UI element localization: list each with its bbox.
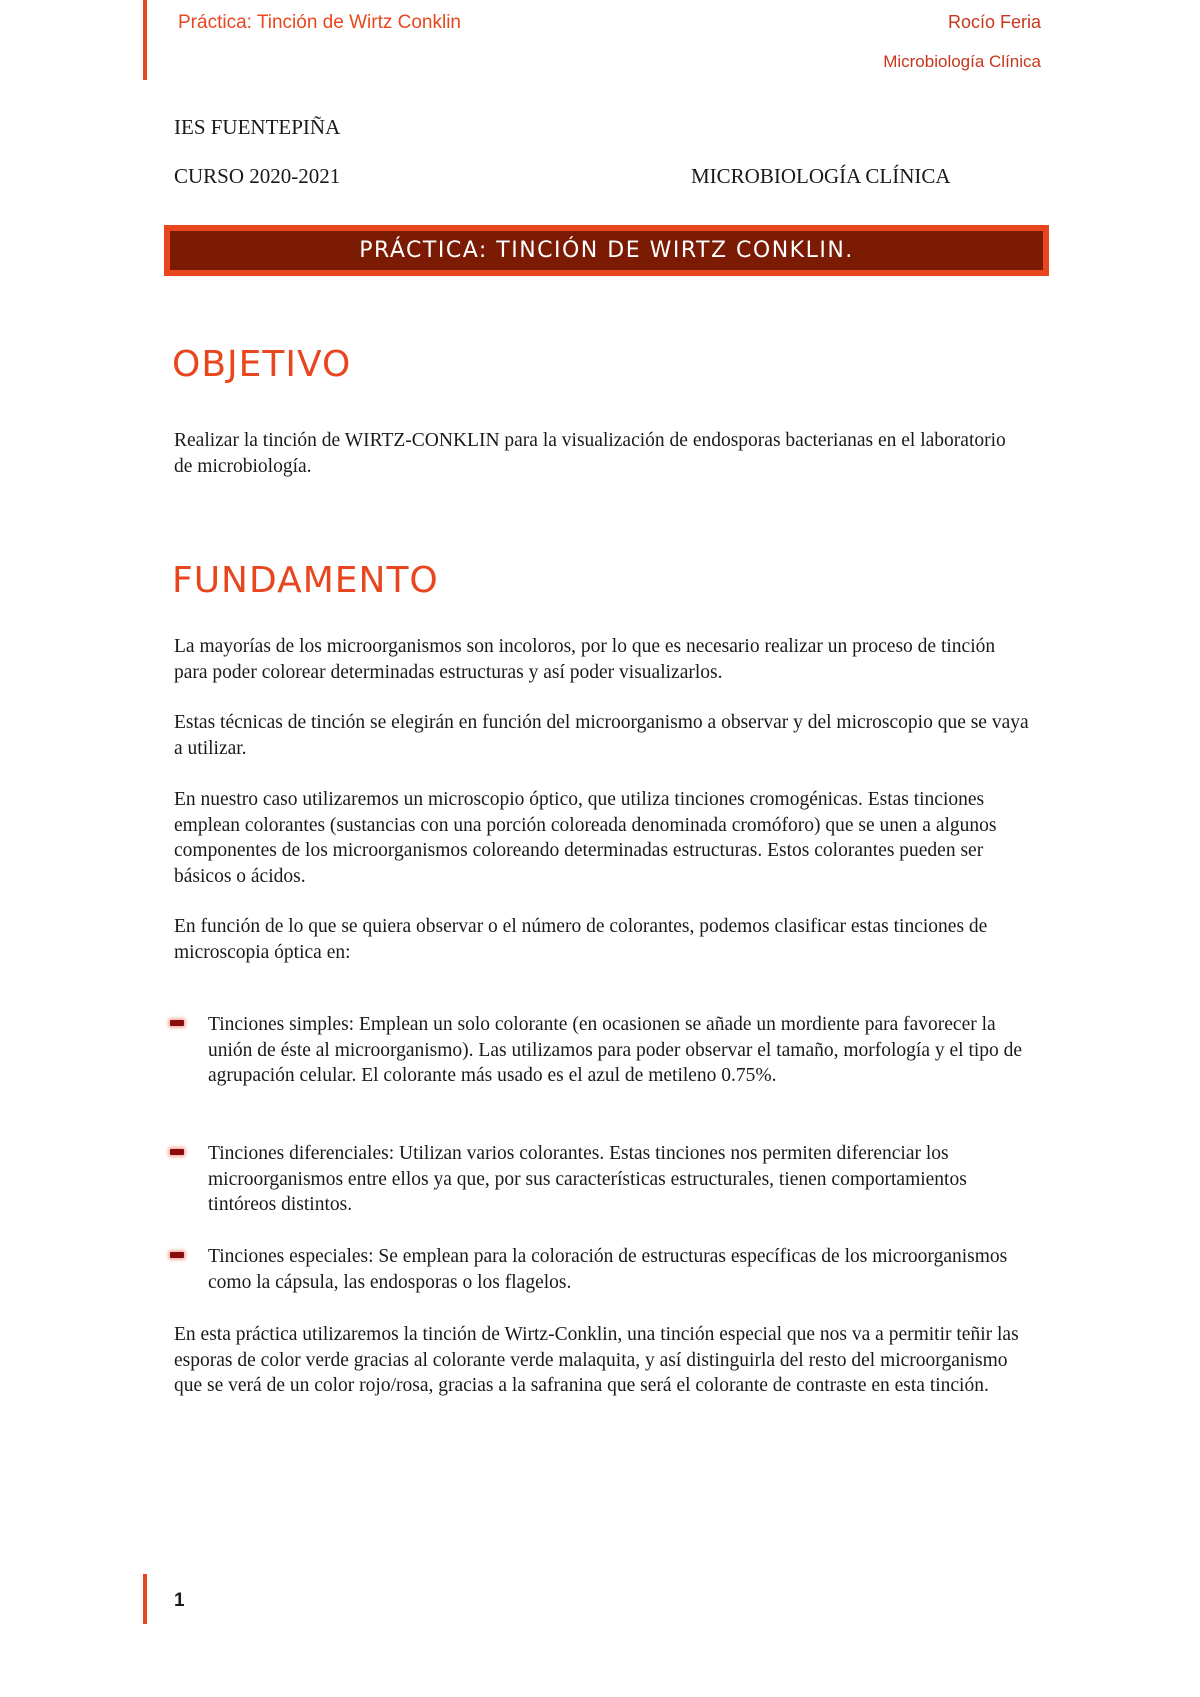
closing-paragraph: En esta práctica utilizaremos la tinción de Wirtz-Conklin, una tinción especial que nos va a permitir teñir las esporas de color verde gracias al colorante verde malaquita, y así distinguirla del resto del microorganismo que se verá de un color rojo/rosa, gracias a la safranina que será el colorante de contraste en esta tinción. xyxy=(174,1324,1019,1396)
heading-objetivo: OBJETIVO xyxy=(172,344,352,385)
course-year: CURSO 2020-2021 xyxy=(174,164,341,188)
header-subject: Microbiología Clínica xyxy=(883,52,1041,71)
fundamento-paragraph: En función de lo que se quiera observar o el número de colorantes, podemos clasificar estas tinciones de microscopia óptica en: xyxy=(174,916,988,963)
fundamento-paragraph: La mayorías de los microorganismos son incoloros, por lo que es necesario realizar un proceso de tinción para poder colorear determinadas estructuras y así poder visualizarlos. xyxy=(174,636,996,683)
fundamento-paragraph: Estas técnicas de tinción se elegirán en función del microorganismo a observar y del microscopio que se vaya a utilizar. xyxy=(174,712,1029,759)
header-author: Rocío Feria xyxy=(947,12,1041,32)
bullet-icon xyxy=(170,1149,184,1155)
heading-fundamento: FUNDAMENTO xyxy=(172,560,439,601)
title-banner xyxy=(164,225,1049,276)
document-title: PRÁCTICA: TINCIÓN DE WIRTZ CONKLIN. xyxy=(359,238,854,263)
page-number: 1 xyxy=(174,1590,185,1611)
list-item-text: Tinciones simples: Emplean un solo colorante (en ocasionen se añade un mordiente para favorecer la unión de éste al microorganismo). Las utilizamos para poder observar el tamaño, morfología y el tipo de agrupación celular. El colorante más usado es el azul de metileno 0.75%. xyxy=(208,1014,1023,1086)
subject-name: MICROBIOLOGÍA CLÍNICA xyxy=(691,164,951,188)
list-item-text: Tinciones diferenciales: Utilizan varios colorantes. Estas tinciones nos permiten diferenciar los microorganismos entre ellos ya que, por sus características estructurales, tienen comportamientos tintóreos distintos. xyxy=(208,1143,967,1215)
bullet-icon xyxy=(170,1020,184,1026)
header-title: Práctica: Tinción de Wirtz Conklin xyxy=(178,12,461,33)
fundamento-paragraph: En nuestro caso utilizaremos un microscopio óptico, que utiliza tinciones cromogénicas. Estas tinciones emplean colorantes (sustancias con una porción coloreada denominada cromóforo) que se unen a algunos componentes de los microorganismos coloreando determinadas estructuras. Estos colorantes pueden ser básicos o ácidos. xyxy=(174,789,997,887)
school-name: IES FUENTEPIÑA xyxy=(174,115,341,139)
title-banner-inner xyxy=(170,231,1043,270)
bullet-icon xyxy=(170,1252,184,1258)
header-accent-bar xyxy=(143,0,147,80)
footer-accent-bar xyxy=(143,1574,147,1624)
objetivo-text: Realizar la tinción de WIRTZ-CONKLIN para la visualización de endosporas bacterianas en el laboratorio de microbiología. xyxy=(174,430,1006,477)
list-item-text: Tinciones especiales: Se emplean para la coloración de estructuras específicas de los microorganismos como la cápsula, las endosporas o los flagelos. xyxy=(208,1246,1008,1293)
